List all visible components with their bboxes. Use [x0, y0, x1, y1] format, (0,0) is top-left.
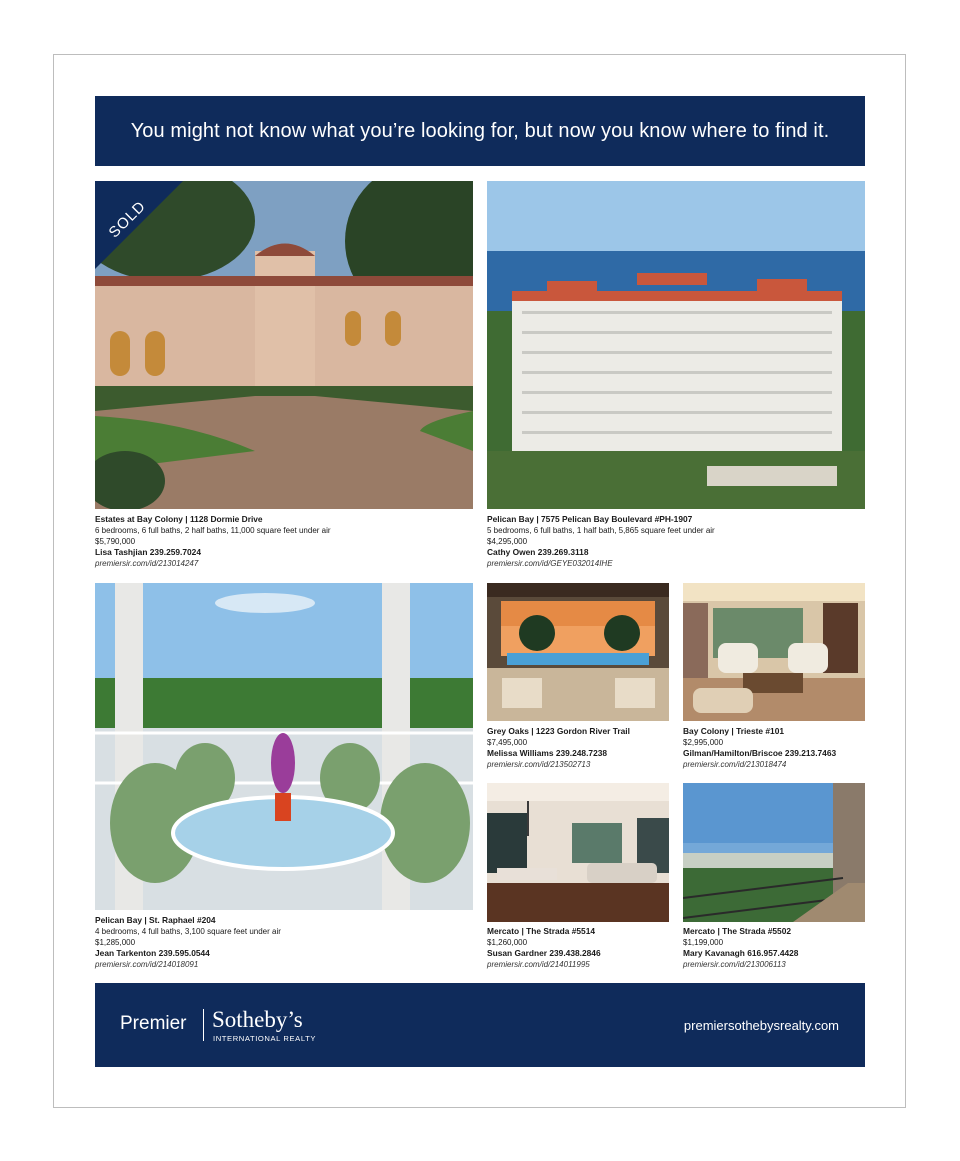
brand-divider: [203, 1009, 204, 1041]
listing-photo-dormie-drive[interactable]: [95, 181, 473, 509]
listing-agent: Susan Gardner 239.438.2846: [487, 948, 601, 958]
listing-agent: Melissa Williams 239.248.7238: [487, 748, 608, 758]
listing-info-strada-5514: [487, 926, 669, 970]
listing-link[interactable]: premiersir.com/id/213006113: [683, 960, 786, 969]
listing-price: $2,995,000: [683, 738, 724, 747]
listing-agent: Lisa Tashjian 239.259.7024: [95, 547, 201, 557]
listing-info-gordon-river-trail: [487, 726, 669, 770]
headline-text: You might not know what you’re looking for, but now you know where to find it.: [130, 119, 830, 142]
listing-link[interactable]: premiersir.com/id/214018091: [95, 960, 199, 969]
listing-title: Pelican Bay | St. Raphael #204: [95, 915, 216, 925]
listing-agent: Cathy Owen 239.269.3118: [487, 547, 589, 557]
listing-photo-st-raphael[interactable]: [95, 583, 473, 910]
listing-price: $1,199,000: [683, 938, 724, 947]
sold-badge: SOLD: [105, 197, 150, 242]
listing-price: $5,790,000: [95, 537, 136, 546]
listing-agent: Gilman/Hamilton/Briscoe 239.213.7463: [683, 748, 837, 758]
listing-agent: Mary Kavanagh 616.957.4428: [683, 948, 799, 958]
listing-link[interactable]: premiersir.com/id/GEYE032014IHE: [487, 559, 613, 568]
balcony-patio-image: [95, 583, 473, 910]
listing-details: 5 bedrooms, 6 full baths, 1 half bath, 5,865 square feet under air: [487, 526, 715, 535]
brand-subtitle: INTERNATIONAL REALTY: [213, 1034, 316, 1043]
listing-info-strada-5502: [683, 926, 865, 970]
listing-title: Grey Oaks | 1223 Gordon River Trail: [487, 726, 630, 736]
listing-info-st-raphael: [95, 915, 473, 970]
listing-price: $1,260,000: [487, 938, 528, 947]
condo-tower-image: [487, 181, 865, 509]
living-room-image: [683, 583, 865, 721]
brand-premier: Premier: [120, 1013, 187, 1034]
website-link[interactable]: premiersothebysrealty.com: [683, 1018, 839, 1033]
listing-link[interactable]: premiersir.com/id/213502713: [487, 760, 591, 769]
listing-link[interactable]: premiersir.com/id/214011995: [487, 960, 590, 969]
listing-title: Pelican Bay | 7575 Pelican Bay Boulevard #PH-1907: [487, 514, 693, 524]
headline-banner: [95, 96, 865, 166]
listing-photo-pelican-bay-tower[interactable]: [487, 181, 865, 509]
balcony-view-image: [683, 783, 865, 922]
listing-photo-strada-5502[interactable]: [683, 783, 865, 922]
listing-price: $4,295,000: [487, 537, 528, 546]
listing-info-trieste-101: [683, 726, 865, 770]
listing-price: $7,495,000: [487, 738, 528, 747]
listing-price: $1,285,000: [95, 938, 136, 947]
footer-banner: [95, 983, 865, 1067]
brand-sothebys-logo: Sotheby’s: [212, 1007, 303, 1032]
dining-room-image: [487, 783, 669, 922]
listing-link[interactable]: premiersir.com/id/213018474: [683, 760, 787, 769]
pool-lanai-image: [487, 583, 669, 721]
listing-photo-strada-5514[interactable]: [487, 783, 669, 922]
listing-photo-gordon-river-trail[interactable]: [487, 583, 669, 721]
listing-title: Mercato | The Strada #5514: [487, 926, 596, 936]
listing-title: Mercato | The Strada #5502: [683, 926, 792, 936]
listing-details: 6 bedrooms, 6 full baths, 2 half baths, 11,000 square feet under air: [95, 526, 331, 535]
listing-title: Estates at Bay Colony | 1128 Dormie Drive: [95, 514, 263, 524]
listing-info-pelican-bay-ph1907: [487, 514, 865, 569]
listing-link[interactable]: premiersir.com/id/213014247: [95, 559, 199, 568]
listing-photo-trieste-101[interactable]: [683, 583, 865, 721]
listing-details: 4 bedrooms, 4 full baths, 3,100 square feet under air: [95, 927, 281, 936]
listing-title: Bay Colony | Trieste #101: [683, 726, 785, 736]
listing-agent: Jean Tarkenton 239.595.0544: [95, 948, 210, 958]
listing-info-dormie-drive: [95, 514, 473, 569]
